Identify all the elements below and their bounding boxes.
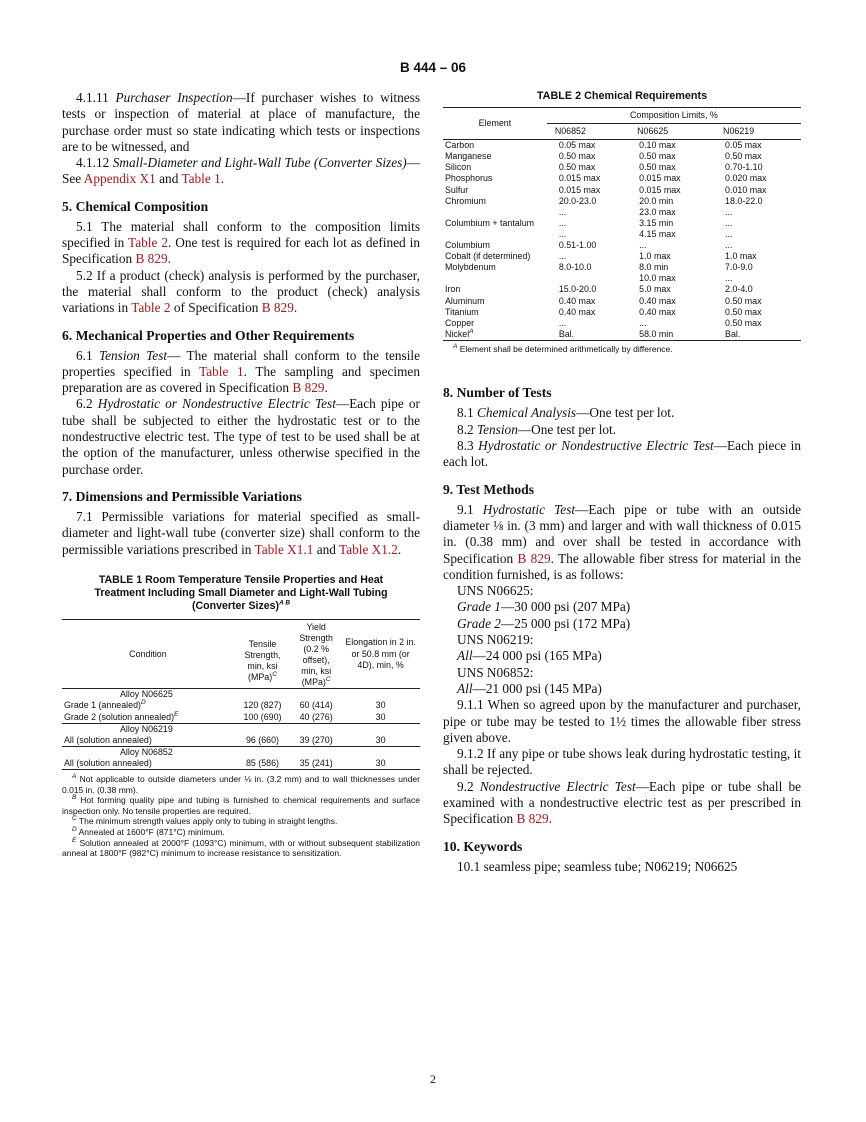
table-2-row	[443, 229, 801, 240]
table-2-row	[443, 185, 801, 196]
table-1-cell-elong: 30	[375, 700, 386, 711]
table-2-cell-value: ...	[725, 273, 733, 284]
table-2-cell-value: ...	[725, 206, 733, 217]
table-2-cell-value: 1.0 max	[725, 251, 757, 262]
table-1-block	[62, 574, 420, 859]
table-2-row	[443, 151, 801, 162]
table-2-cell-value: 23.0 max	[639, 206, 676, 217]
table-2-row	[443, 329, 801, 341]
document-designation: B 444 – 06	[399, 60, 467, 75]
table-2-header-alloy: N06625	[637, 126, 669, 137]
table-2-cell-value: 0.015 max	[558, 184, 601, 195]
section-5-heading: 5. Chemical Composition	[62, 198, 209, 214]
allowable-stress-line: Grade 1—30 000 psi (207 MPa)	[457, 599, 631, 615]
table-2-cell-element: Columbium	[445, 240, 490, 251]
table-2-cell-value: 0.015 max	[639, 184, 681, 195]
table-2-cell-value: 20.0 min	[639, 195, 674, 206]
table-1-header-condition: Condition	[129, 648, 167, 659]
paragraph-9-2: 9.2 Nondestructive Electric Test—Each pipe or tube shall be examined with a nondestructive electric test as per prescribed in Specification B 829.	[443, 778, 801, 827]
table-2-cell-value: 0.50 max	[725, 295, 762, 306]
table-2-row	[443, 173, 801, 184]
table-1-cell-tensile: 96 (660)	[245, 734, 279, 745]
table-2-cell-value: 0.50 max	[725, 151, 762, 162]
table-2-cell-value: 18.0-22.0	[725, 195, 763, 206]
table-2-row	[443, 240, 801, 251]
table-1-cell-yield: 60 (414)	[299, 700, 333, 711]
table-1-cell-condition: Grade 2 (solution annealed)$^E$	[64, 710, 179, 722]
table-1-link[interactable]: Table 1	[181, 171, 221, 187]
table-2-caption: TABLE 2 Chemical Requirements	[536, 90, 708, 102]
b829-link[interactable]: B 829	[517, 550, 551, 566]
table-2-cell-value: 0.70-1.10	[725, 162, 763, 173]
table-2-cell-element: Manganese	[445, 151, 492, 162]
table-2-cell-value: 3.15 min	[639, 217, 674, 228]
section-6-heading: 6. Mechanical Properties and Other Requirements	[62, 327, 355, 343]
page-number: 2	[430, 1072, 436, 1086]
table-2-cell-value: ...	[558, 217, 567, 228]
table-2-link[interactable]: Table 2	[128, 235, 169, 251]
table-2-cell-element	[443, 207, 547, 218]
table-2-cell-value: 0.10 max	[639, 140, 676, 151]
table-2-cell-value: 20.0-23.0	[558, 195, 597, 206]
right-column	[443, 90, 801, 875]
paragraph-10-1: 10.1 seamless pipe; seamless tube; N06219; N06625	[457, 858, 738, 874]
table-2-row	[443, 273, 801, 284]
table-1-cell-elong: 30	[375, 757, 386, 768]
table-2-row	[443, 140, 801, 152]
table-2-header-element: Element	[443, 108, 547, 140]
table-2-cell-value: 15.0-20.0	[558, 284, 597, 295]
b829-link[interactable]: B 829	[261, 300, 294, 316]
table-2-cell-element: Nickel$^A$	[445, 327, 474, 339]
table-2-row	[443, 218, 801, 229]
table-1-header-elongation: Elongation in 2 in. or 50.8 mm (or 4D), min, %	[345, 637, 416, 670]
table-1-header-yield: Yield Strength (0.2 % offset), min, ksi (MPa)$^C$	[299, 621, 333, 688]
table-1-group-label: Alloy N06219	[120, 723, 173, 734]
table-2-cell-value: 0.50 max	[639, 162, 676, 173]
table-2-cell-value: ...	[725, 217, 733, 228]
table-2-row	[443, 251, 801, 262]
table-2-cell-value: 1.0 max	[639, 251, 671, 262]
table-2-row	[443, 196, 801, 207]
table-2-cell-value: ...	[558, 228, 567, 239]
b829-link[interactable]: B 829	[292, 380, 325, 396]
paragraph-9-1: 9.1 Hydrostatic Test—Each pipe or tube with an outside diameter ⅛ in. (3 mm) and larger and with wall thickness of 0.015 in. (0.38 mm) and over shall be tested in accordance with Specification B 829. The allowable fiber stress for material in the condition furnished, is as follows:	[443, 501, 802, 582]
table-1-cell-condition: Grade 1 (annealed)$^D$	[64, 699, 146, 711]
table-1-footnote: $^D$ Annealed at 1600°F (871°C) minimum.	[72, 826, 225, 838]
table-1-cell-elong: 30	[375, 711, 386, 722]
section-7-heading: 7. Dimensions and Permissible Variations	[62, 488, 302, 504]
paragraph-9-1-1: 9.1.1 When so agreed upon by the manufacturer and purchaser, pipe or tube may be tested to 1½ times the allowable fiber stress given above.	[443, 697, 801, 745]
table-1-cell-tensile: 120 (827)	[243, 700, 282, 711]
table-2-cell-element: Titanium	[445, 306, 479, 317]
allowable-stress-line: UNS N06219:	[457, 632, 534, 648]
paragraph-6-1: 6.1 Tension Test— The material shall conform to the tensile properties specified in Table 1. The sampling and specimen preparation are as covered in Specification B 829.	[62, 347, 420, 396]
table-2-cell-value: ...	[558, 317, 567, 328]
table-1-cell-condition: All (solution annealed)	[64, 734, 152, 745]
table-2-header-alloy: N06219	[723, 126, 755, 137]
table-2-cell-value: 0.010 max	[725, 184, 767, 195]
table-2-cell-value: 0.51-1.00	[558, 240, 597, 251]
table-2-row	[443, 262, 801, 273]
table-2-cell-value: 5.0 max	[639, 284, 671, 295]
b829-link[interactable]: B 829	[516, 811, 549, 827]
table-1-group-row	[62, 723, 420, 735]
table-1-cell-yield: 35 (241)	[299, 757, 333, 768]
table-2-cell-element	[443, 229, 547, 240]
table-2-cell-element: Iron	[445, 284, 461, 295]
table-2-cell-value: 0.50 max	[558, 151, 596, 162]
table-2-cell-value: 0.50 max	[725, 317, 762, 328]
paragraph-8-1: 8.1 Chemical Analysis—One test per lot.	[457, 405, 675, 421]
table-2-cell-value: 0.015 max	[639, 173, 681, 184]
table-2-cell-value: 0.020 max	[725, 173, 767, 184]
table-2-cell-value: 0.015 max	[558, 173, 601, 184]
table-2-cell-value: 0.50 max	[639, 151, 676, 162]
table-2-cell-value: 0.05 max	[558, 140, 596, 151]
table-1-group-label: Alloy N06625	[120, 689, 173, 700]
table-2-cell-value: Bal.	[725, 328, 741, 339]
table-2-cell-value: 0.40 max	[639, 306, 676, 317]
table-2-cell-value: 58.0 min	[639, 328, 674, 339]
table-2-cell-value: ...	[639, 240, 647, 251]
table-2-cell-element: Cobalt (if determined)	[445, 251, 531, 262]
table-1-footnote: $^B$ Hot forming quality pipe and tubing is furnished to chemical requirements and surface inspection only. No tensile properties are required.	[62, 794, 420, 816]
table-2-header-alloy: N06852	[554, 126, 586, 137]
table-1-footnotes	[62, 774, 420, 859]
paragraph-6-2: 6.2 Hydrostatic or Nondestructive Electric Test—Each pipe or tube shall be subjected to either the hydrostatic test or to the nondestructive electric test. The type of test to be used shall be at the option of the manufacturer, unless otherwise specified in the purchase order.	[62, 396, 420, 477]
table-2-cell-value: 0.40 max	[558, 295, 596, 306]
table-x1-2-link[interactable]: Table X1.2	[339, 541, 398, 557]
table-1-group-label: Alloy N06852	[120, 746, 173, 757]
table-2-cell-value: 4.15 max	[639, 228, 676, 239]
table-2-cell-value	[547, 273, 629, 284]
table-1-cell-yield: 39 (270)	[299, 734, 333, 745]
table-1-group-row	[62, 746, 420, 758]
table-2-cell-value: 8.0-10.0	[558, 262, 592, 273]
table-2	[443, 107, 801, 341]
table-x1-1-link[interactable]: Table X1.1	[254, 541, 314, 557]
table-2-row	[443, 318, 801, 329]
table-2-cell-element: Aluminum	[445, 295, 485, 306]
table-2-cell-element: Carbon	[445, 140, 475, 151]
section-8-heading: 8. Number of Tests	[443, 385, 552, 401]
paragraph-5-2: 5.2 If a product (check) analysis is performed by the purchaser, the material shall conform to the product (check) analysis variations in Table 2 of Specification B 829.	[62, 267, 420, 316]
section-10-heading: 10. Keywords	[443, 838, 523, 854]
table-2-cell-value: Bal.	[558, 328, 575, 339]
table-1-group-row	[62, 689, 420, 701]
table-2-cell-element: Chromium	[445, 195, 486, 206]
table-2-cell-value: ...	[725, 240, 733, 251]
paragraph-8-2: 8.2 Tension—One test per lot.	[457, 421, 617, 437]
paragraph-4-1-11: 4.1.11 Purchaser Inspection—If purchaser wishes to witness tests or inspection of material at place of manufacture, the purchase order must so state indicating which tests or inspections are to be witnessed, and	[62, 90, 420, 154]
table-2-cell-value: 0.50 max	[725, 306, 762, 317]
table-2-row	[443, 307, 801, 318]
paragraph-5-1: 5.1 The material shall conform to the composition limits specified in Table 2. One test is required for each lot as defined in Specification B 829.	[62, 218, 420, 267]
table-2-row	[443, 284, 801, 295]
table-2-link[interactable]: Table 2	[131, 300, 171, 316]
paragraph-4-1-12: 4.1.12 Small-Diameter and Light-Wall Tube (Converter Sizes)—See Appendix X1 and Table 1.	[62, 155, 420, 187]
table-1-row	[62, 735, 420, 747]
allowable-stress-list	[443, 583, 801, 697]
left-column	[62, 90, 420, 859]
allowable-stress-line: UNS N06852:	[457, 664, 534, 680]
appendix-x1-link[interactable]: Appendix X1	[83, 171, 156, 187]
paragraph-7-1: 7.1 Permissible variations for material specified as small-diameter and light-wall tube (converter size) shall conform to the permissible variations prescribed in Table X1.1 and Table X1.2.	[62, 508, 420, 557]
table-1-cell-condition: All (solution annealed)	[64, 757, 152, 768]
table-2-cell-value: ...	[725, 228, 733, 239]
table-2-cell-element: Copper	[445, 317, 475, 328]
table-2-header-limits: Composition Limits, %	[547, 108, 801, 124]
table-2-cell-element	[443, 273, 547, 284]
table-1-cell-yield: 40 (276)	[299, 711, 333, 722]
table-2-cell-value: 0.40 max	[639, 295, 676, 306]
table-2-cell-value: ...	[639, 317, 647, 328]
table-2-row	[443, 296, 801, 307]
table-2-cell-value: 10.0 max	[639, 273, 676, 284]
table-2-cell-element: Columbium + tantalum	[445, 217, 535, 228]
table-2-cell-element: Silicon	[445, 162, 472, 173]
table-2-cell-value: 0.05 max	[725, 140, 762, 151]
table-1-row	[62, 712, 420, 724]
table-2-cell-element: Molybdenum	[445, 262, 496, 273]
table-1	[62, 619, 420, 770]
table-2-footnote: $^A$ Element shall be determined arithmetically by difference.	[453, 343, 673, 354]
allowable-stress-line: Grade 2—25 000 psi (172 MPa)	[457, 615, 631, 631]
table-2-cell-value: 0.40 max	[558, 306, 596, 317]
table-2-cell-value: 2.0-4.0	[725, 284, 753, 295]
table-1-footnote: $^A$ Not applicable to outside diameters under ⅛ in. (3.2 mm) and to wall thicknesses under 0.015 in. (0.38 mm).	[62, 773, 420, 795]
table-1-footnote: $^E$ Solution annealed at 2000°F (1093°C) minimum, with or without subsequent stabilization anneal at 1800°F (982°C) minimum to increase resistance to sensitization.	[62, 836, 420, 859]
table-2-cell-value: 7.0-9.0	[725, 262, 753, 273]
table-1-cell-tensile: 85 (586)	[245, 757, 279, 768]
section-9-heading: 9. Test Methods	[443, 481, 535, 497]
table-1-row	[62, 758, 420, 770]
table-2-cell-value: 8.0 min	[639, 262, 669, 273]
allowable-stress-line: All—21 000 psi (145 MPa)	[457, 680, 602, 696]
allowable-stress-line: UNS N06625:	[457, 583, 534, 599]
table-1-footnote: $^C$ The minimum strength values apply only to tubing in straight lengths.	[72, 815, 338, 827]
table-1-cell-elong: 30	[375, 734, 386, 745]
b829-link[interactable]: B 829	[135, 251, 168, 267]
table-2-row	[443, 162, 801, 173]
table-2-cell-element: Phosphorus	[445, 173, 493, 184]
table-1-link[interactable]: Table 1	[199, 363, 244, 379]
table-1-caption: TABLE 1 Room Temperature Tensile Properties and Heat Treatment Including Small Diameter and Light-Wall Tubing (Converter Sizes)$^{A B}$	[94, 573, 388, 612]
table-2-cell-value: ...	[558, 206, 567, 217]
paragraph-9-1-2: 9.1.2 If any pipe or tube shows leak during hydrostatic testing, it shall be rejected.	[443, 746, 801, 778]
table-1-cell-tensile: 100 (690)	[243, 711, 282, 722]
table-2-cell-value: 0.50 max	[558, 162, 596, 173]
table-1-header-tensile: Tensile Strength, min, ksi (MPa)$^C$	[244, 638, 281, 683]
table-2-row	[443, 207, 801, 218]
table-2-cell-value: ...	[558, 251, 567, 262]
allowable-stress-line: All—24 000 psi (165 MPa)	[457, 648, 602, 664]
table-1-row	[62, 700, 420, 711]
table-2-cell-element: Sulfur	[445, 184, 469, 195]
paragraph-8-3: 8.3 Hydrostatic or Nondestructive Electric Test—Each piece in each lot.	[443, 438, 801, 470]
